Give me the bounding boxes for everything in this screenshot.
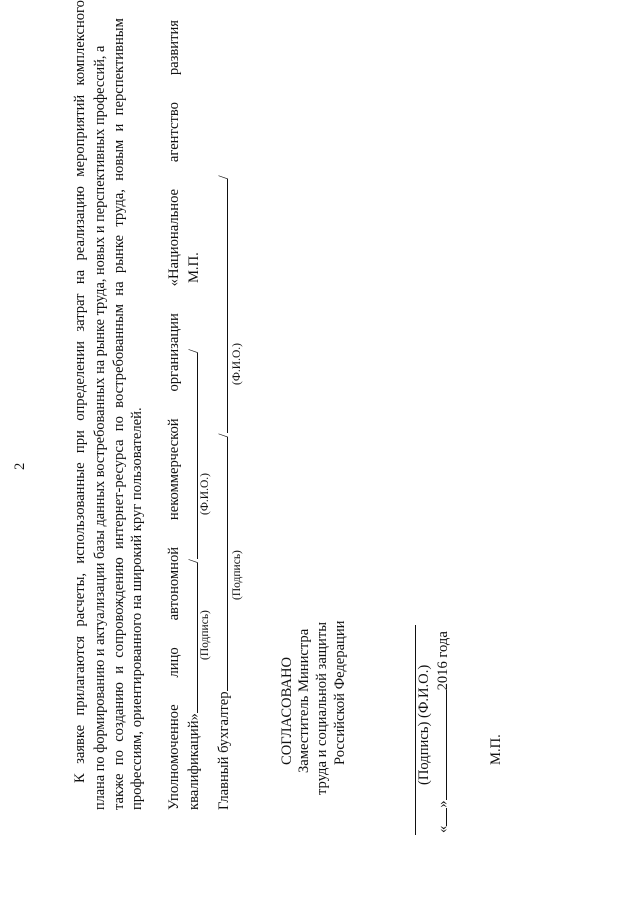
approval-line-1: Заместитель Министра (296, 628, 312, 773)
authorized-line-word: агентство (166, 102, 182, 163)
intro-line-3 (111, 18, 127, 810)
intro-line-2: плана по формированию и актуализации базы данных востребованных на рынке труда, новых и перспективных профессий, а (92, 45, 108, 810)
authorized-stamp-mark: М.П. (186, 252, 202, 284)
authorized-signature-line (184, 252, 202, 810)
intro-line-1-word: прилагаются (72, 635, 88, 716)
intro-line-3-word: новым (111, 139, 127, 181)
approval-line-3: Российской Федерации (332, 620, 348, 765)
accountant-slash: / (216, 433, 232, 438)
intro-line-3-word: созданию (111, 682, 127, 742)
intro-line-4: профессиям, ориентированного на широкий круг пользователей. (129, 407, 145, 810)
accountant-slash-2: / (216, 175, 232, 180)
authorized-line-word: «Национальное (166, 188, 182, 287)
approval-stamp-mark: М.П. (488, 734, 504, 765)
intro-line-1-word: использованные (72, 462, 88, 564)
intro-line-3-word: рынке (111, 234, 127, 274)
intro-line-1-word: расчеты, (72, 572, 88, 627)
intro-line-1-word: определении (72, 341, 88, 421)
approval-heading: СОГЛАСОВАНО (279, 656, 295, 765)
authorized-fio-caption: (Ф.И.О.) (199, 473, 211, 515)
intro-line-3-word: по (111, 750, 127, 766)
intro-line-1 (72, 0, 88, 783)
intro-line-1-word: на (72, 269, 88, 285)
authorized-line-word: автономной (166, 546, 182, 621)
authorized-line-word: лицо (166, 647, 182, 678)
accountant-fio-field (214, 179, 228, 433)
page-number: 2 (12, 462, 28, 470)
authorized-line-word: Уполномоченное (166, 704, 182, 810)
intro-line-1-word: мероприятий (72, 94, 88, 177)
authorized-line-word: развития (166, 20, 182, 76)
intro-line-3-word: и (111, 123, 127, 132)
accountant-line (214, 175, 232, 810)
intro-line-3-word: и (111, 665, 127, 674)
approval-line-2: труда и социальной защиты (314, 621, 330, 795)
authorized-sig-caption: (Подпись) (199, 610, 211, 660)
date-day-field (433, 808, 447, 826)
intro-line-1-word: затрат (72, 293, 88, 332)
authorized-signature-field (184, 563, 198, 713)
authorized-slash-2: / (186, 349, 202, 354)
intro-line-3-word: по (111, 416, 127, 432)
intro-line-1-word: комплексного (72, 0, 88, 86)
intro-line-3-word: труда, (111, 189, 127, 227)
date-close-quote: » (435, 800, 451, 808)
intro-line-3-word: на (111, 281, 127, 296)
accountant-fio-caption: (Ф.И.О.) (231, 343, 243, 385)
authorized-fio-field (184, 353, 198, 559)
approval-date-line (433, 631, 451, 833)
intro-line-3-word: востребованным (111, 303, 127, 408)
intro-line-1-word: К (72, 773, 88, 783)
authorized-person-line (166, 20, 182, 810)
authorized-slash: / (186, 559, 202, 564)
authorized-org-suffix: квалификаций» (186, 713, 202, 810)
approval-sig-caption: (Подпись) (Ф.И.О.) (416, 664, 432, 785)
authorized-line-word: организации (166, 313, 182, 392)
intro-line-1-word: реализацию (72, 186, 88, 261)
intro-line-3-word: интернет-ресурса (111, 439, 127, 549)
date-month-field (433, 690, 447, 800)
intro-line-3-word: сопровождению (111, 557, 127, 658)
accountant-sig-caption: (Подпись) (231, 550, 243, 600)
accountant-label: Главный бухгалтер (216, 691, 232, 810)
date-year: 2016 года (435, 631, 451, 691)
intro-line-3-word: перспективным (111, 18, 127, 116)
intro-line-1-word: заявке (72, 724, 88, 764)
authorized-line-word: некоммерческой (166, 418, 182, 521)
intro-line-3-word: также (111, 773, 127, 810)
intro-line-1-word: при (72, 430, 88, 454)
accountant-signature-field (214, 437, 228, 691)
date-open-quote: « (435, 825, 451, 833)
